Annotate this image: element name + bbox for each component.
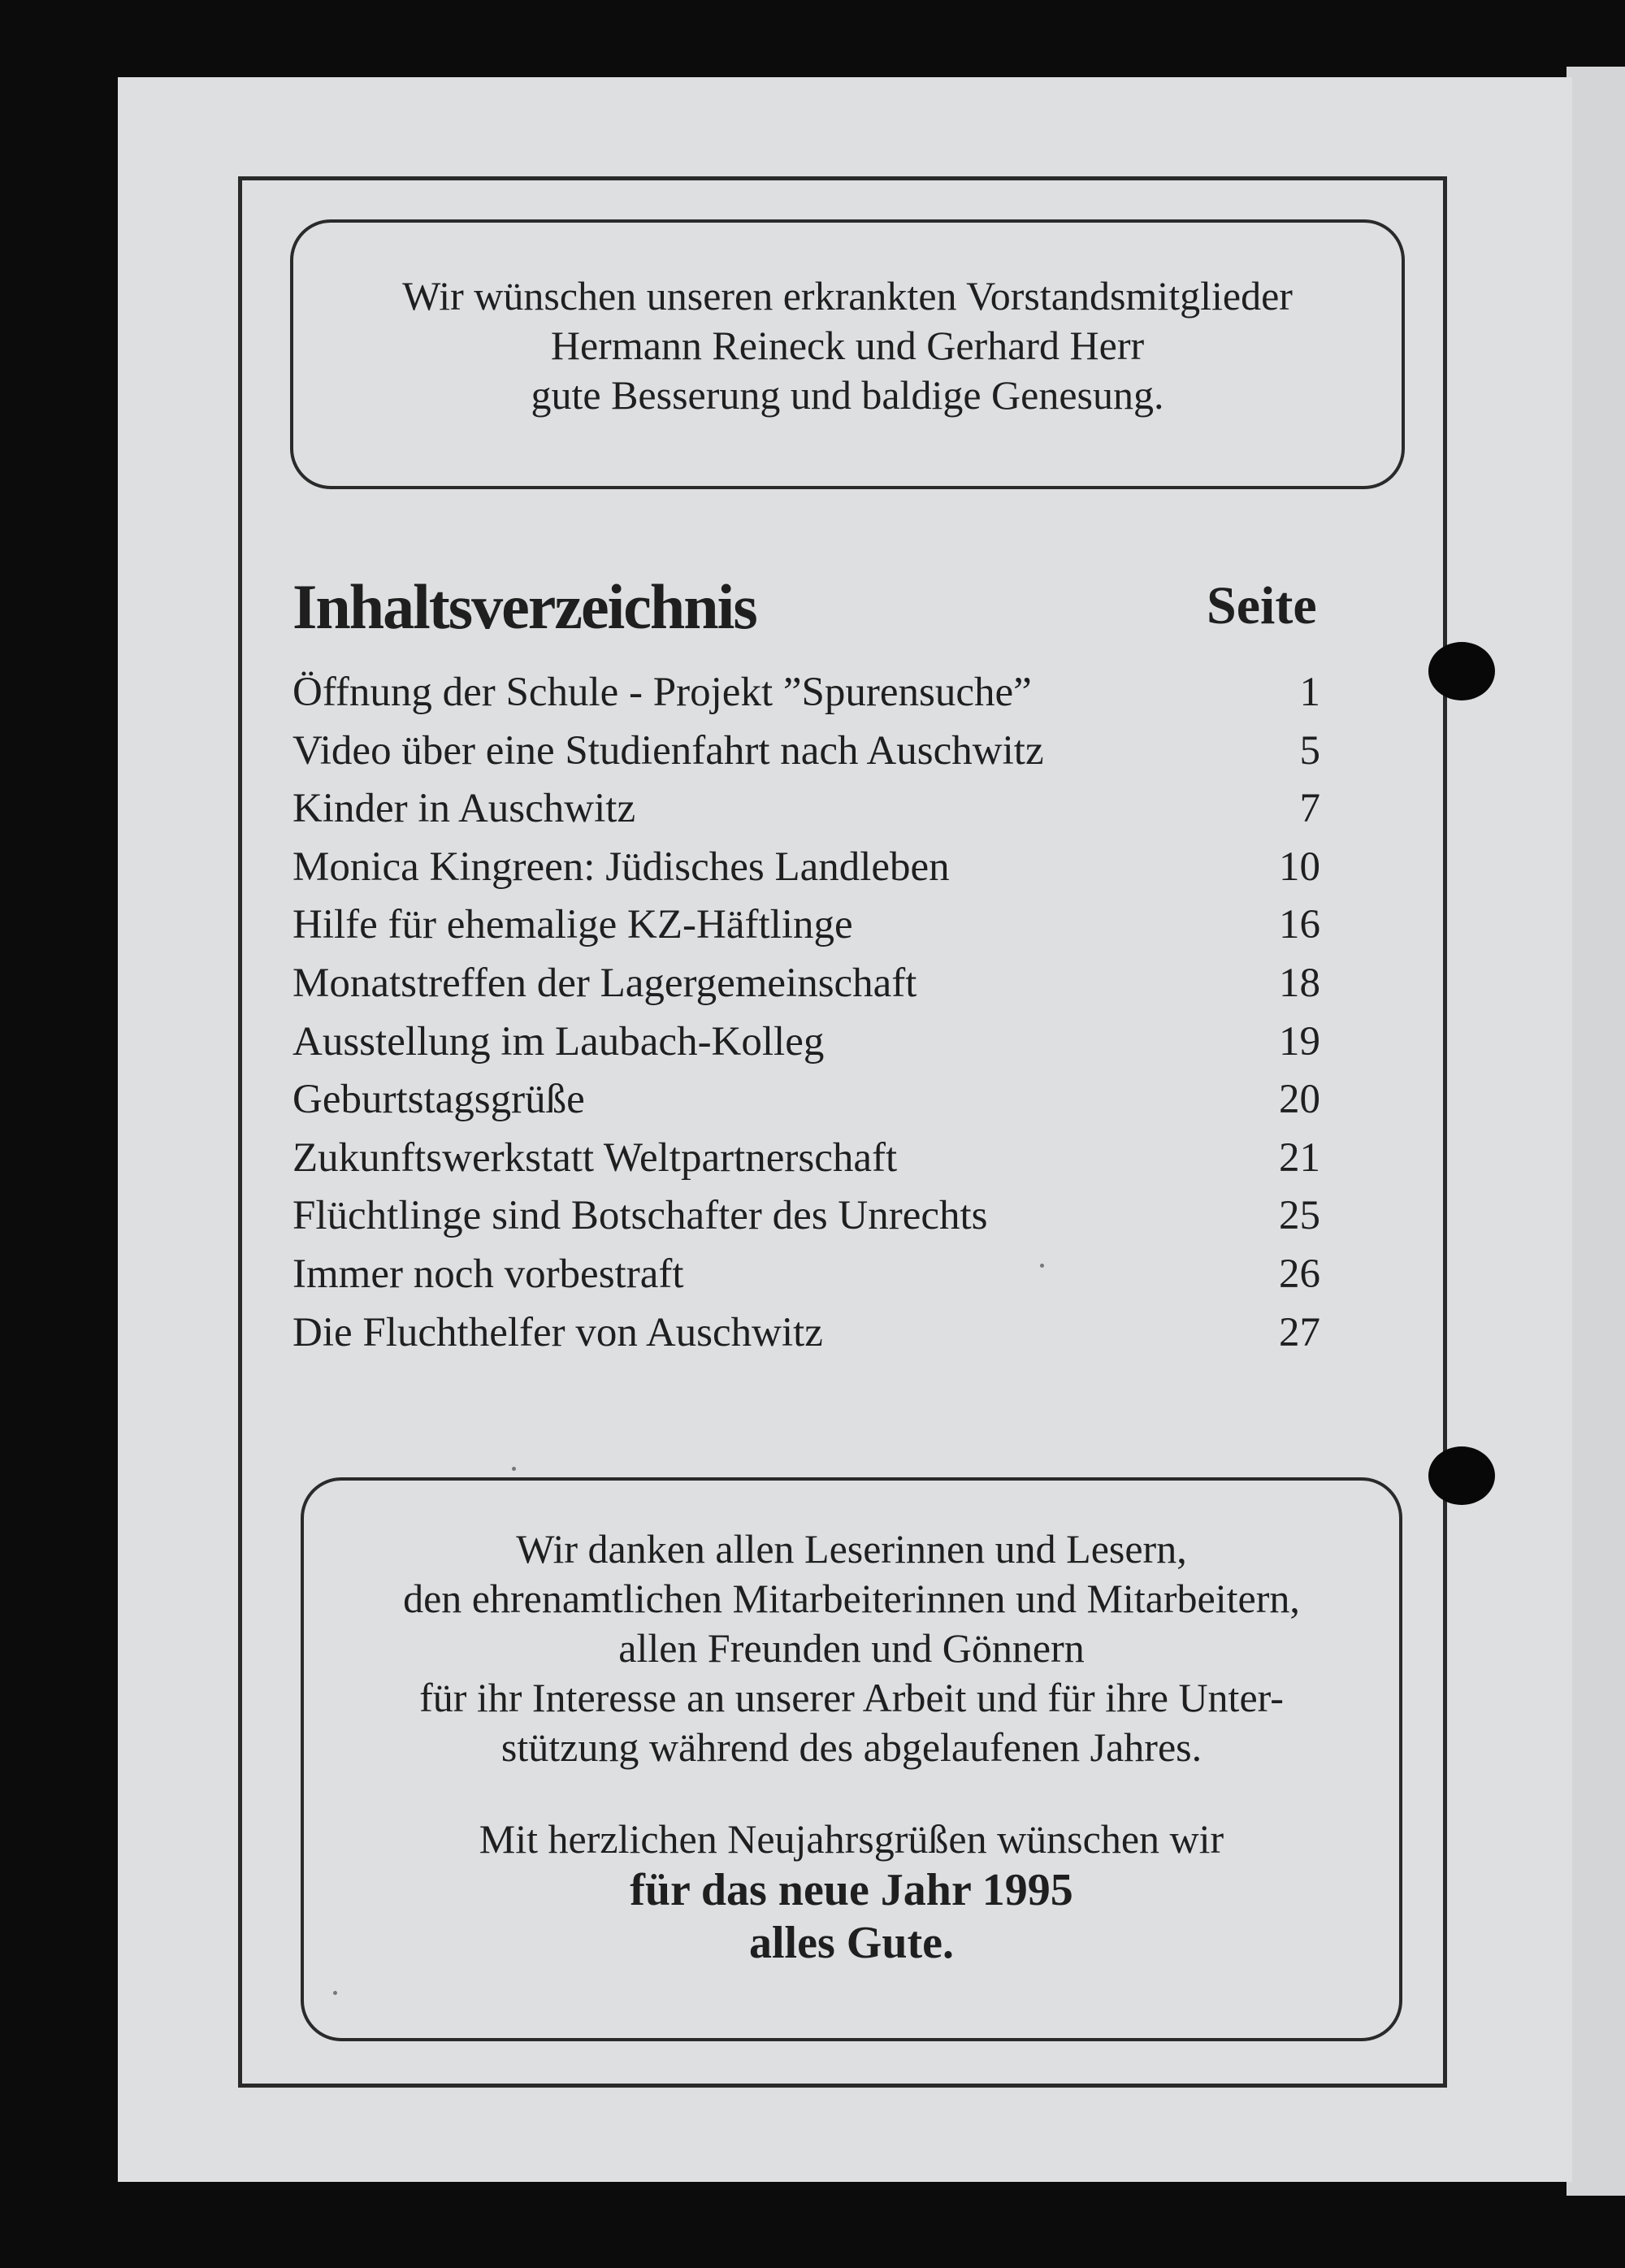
toc-entry-title: Monatstreffen der Lagergemeinschaft [292, 960, 917, 1006]
toc-entry-title: Flüchtlinge sind Botschafter des Unrechts [292, 1193, 988, 1239]
get-well-message-box [290, 219, 1405, 489]
toc-entry-page: 25 [1279, 1193, 1320, 1239]
get-well-line: gute Besserung und baldige Genesung. [531, 372, 1164, 418]
toc-entry-page: 10 [1279, 843, 1320, 890]
toc-entry-title: Video über eine Studienfahrt nach Auschwitz [292, 727, 1044, 774]
new-year-line: für das neue Jahr 1995 [630, 1865, 1073, 1915]
toc-entry [292, 1130, 1320, 1188]
get-well-line: Hermann Reineck und Gerhard Herr [550, 323, 1145, 368]
toc-entry-page: 5 [1299, 727, 1320, 774]
toc-entry-page: 18 [1279, 960, 1320, 1006]
punch-hole [1428, 642, 1495, 700]
paper-speck [512, 1467, 516, 1471]
toc-entry-title: Ausstellung im Laubach-Kolleg [292, 1018, 825, 1065]
toc-entry-title: Geburtstagsgrüße [292, 1077, 585, 1123]
toc-entry [292, 955, 1320, 1013]
paragraph-gap [304, 1772, 1399, 1815]
toc-entry-page: 7 [1299, 786, 1320, 832]
greeting-line: Mit herzlichen Neujahrsgrüßen wünschen wir [479, 1816, 1224, 1862]
wishes-line: alles Gute. [749, 1918, 954, 1968]
toc-entry-title: Öffnung der Schule - Projekt ”Spurensuche” [292, 670, 1032, 715]
thanks-line: den ehrenamtlichen Mitarbeiterinnen und Mitarbeitern, [403, 1576, 1300, 1621]
toc-entry-page: 26 [1279, 1251, 1320, 1297]
thanks-message-box [301, 1477, 1402, 2041]
toc-entry-page: 20 [1279, 1077, 1320, 1123]
paper-speck [1040, 1264, 1044, 1268]
toc-page-column-heading: Seite [1207, 576, 1317, 635]
toc-heading: Inhaltsverzeichnis [292, 571, 756, 642]
thanks-line: Wir danken allen Leserinnen und Lesern, [516, 1526, 1187, 1572]
toc-entry [292, 722, 1320, 781]
toc-entry [292, 896, 1320, 955]
toc-entry-page: 21 [1279, 1134, 1320, 1181]
toc-entry [292, 780, 1320, 839]
toc-entry-title: Monica Kingreen: Jüdisches Landleben [292, 843, 950, 890]
toc-entry-title: Zukunftswerkstatt Weltpartnerschaft [292, 1134, 898, 1181]
punch-hole [1428, 1446, 1495, 1505]
toc-entry [292, 1071, 1320, 1130]
toc-list [292, 664, 1320, 1362]
toc-entry-title: Hilfe für ehemalige KZ-Häftlinge [292, 902, 853, 948]
toc-entry-page: 16 [1279, 902, 1320, 948]
toc-entry [292, 839, 1320, 897]
thanks-line: stützung während des abgelaufenen Jahres. [500, 1724, 1202, 1770]
toc-entry-page: 1 [1299, 670, 1320, 715]
toc-entry-page: 19 [1279, 1018, 1320, 1065]
get-well-line: Wir wünschen unseren erkrankten Vorstandsmitglieder [402, 273, 1293, 319]
toc-entry-page: 27 [1279, 1309, 1320, 1355]
paper-speck [333, 1991, 337, 1995]
toc-entry [292, 1013, 1320, 1072]
toc-entry [292, 1246, 1320, 1304]
adjacent-page-edge [1566, 67, 1625, 2196]
toc-entry [292, 664, 1320, 722]
toc-entry-title: Immer noch vorbestraft [292, 1251, 684, 1297]
thanks-line: allen Freunden und Gönnern [618, 1625, 1085, 1671]
thanks-line: für ihr Interesse an unserer Arbeit und für ihre Unter- [419, 1675, 1284, 1720]
toc-entry-title: Kinder in Auschwitz [292, 786, 636, 832]
toc-entry [292, 1304, 1320, 1363]
toc-entry-title: Die Fluchthelfer von Auschwitz [292, 1309, 823, 1355]
toc-entry [292, 1187, 1320, 1246]
